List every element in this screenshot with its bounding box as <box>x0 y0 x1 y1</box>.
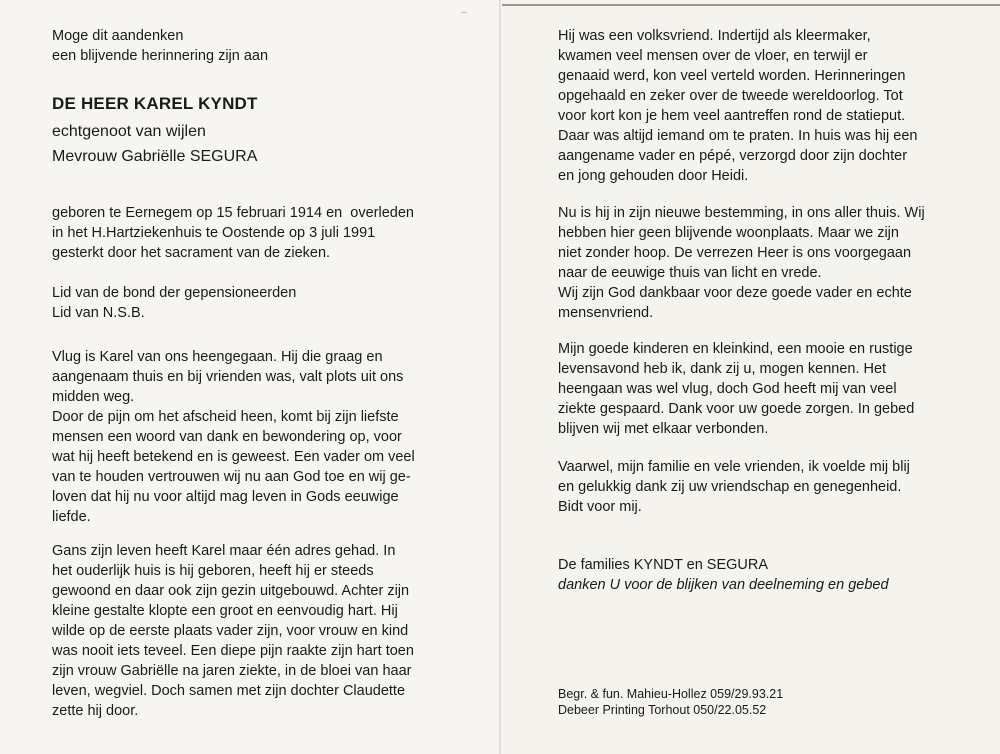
paragraph-line: en jong gehouden door Heidi. <box>558 168 749 184</box>
paragraph-line: aangenaam thuis en bij vrienden was, valt plots uit ons <box>52 369 404 385</box>
deceased-name: DE HEER KAREL KYNDT <box>52 94 258 113</box>
paragraph-line: en gelukkig dank zij uw vriendschap en genegenheid. <box>558 479 902 495</box>
birth-line: geboren te Eernegem op 15 februari 1914 en overleden <box>52 205 414 221</box>
card-fold <box>499 0 501 754</box>
paragraph-line: loven dat hij nu voor altijd mag leven in Gods eeuwige <box>52 489 399 505</box>
paragraph-line: ziekte gespaard. Dank voor uw goede zorgen. In gebed <box>558 401 915 417</box>
membership-line: Lid van N.S.B. <box>52 305 145 321</box>
paragraph-line: kwamen veel mensen over de vloer, en terwijl er <box>558 48 868 64</box>
birth-line: gesterkt door het sacrament van de zieken. <box>52 245 331 261</box>
paragraph-line: Gans zijn leven heeft Karel maar één adres gehad. In <box>52 543 396 559</box>
membership-line: Lid van de bond der gepensioneerden <box>52 285 297 301</box>
paragraph-line: mensen een woord van dank en bewondering op, voor <box>52 429 402 445</box>
paragraph-line: Nu is hij in zijn nieuwe bestemming, in ons aller thuis. Wij <box>558 205 925 221</box>
paragraph-line: levensavond heb ik, dank zij u, mogen kennen. Het <box>558 361 887 377</box>
paragraph-line: liefde. <box>52 509 91 525</box>
paragraph-line: leven, wegviel. Doch samen met zijn dochter Claudette <box>52 683 406 699</box>
paragraph-line: Vlug is Karel van ons heengegaan. Hij die graag en <box>52 349 383 365</box>
paragraph-line: was nooit iets teveel. Een diepe pijn raakte zijn hart toen <box>52 643 414 659</box>
paragraph-line: Vaarwel, mijn familie en vele vrienden, ik voelde mij blij <box>558 459 910 475</box>
paragraph-line: Mijn goede kinderen en kleinkind, een mooie en rustige <box>558 341 913 357</box>
paragraph-line: zijn vrouw Gabriëlle na jaren ziekte, in de bloei van haar <box>52 663 412 679</box>
intro-line: een blijvende herinnering zijn aan <box>52 48 269 64</box>
paragraph-line: naar de eeuwige thuis van licht en vrede. <box>558 265 822 281</box>
paragraph-line: blijven wij met elkaar verbonden. <box>558 421 769 437</box>
paragraph-line: Wij zijn God dankbaar voor deze goede vader en echte <box>558 285 912 301</box>
top-rule <box>502 4 1000 6</box>
paragraph-line: kleine gestalte klopte een groot en eenvoudig hart. Hij <box>52 603 398 619</box>
paragraph-line: hebben hier geen blijvende woonplaats. Maar we zijn <box>558 225 899 241</box>
credit-line: Begr. & fun. Mahieu-Hollez 059/29.93.21 <box>558 687 784 701</box>
paragraph-line: niet zonder hoop. De verrezen Heer is ons voorgegaan <box>558 245 912 261</box>
paragraph-line: heengaan was wel vlug, doch God heeft mij van veel <box>558 381 897 397</box>
paragraph-line: voor kort kon je hem veel aantreffen rond de statieput. <box>558 108 906 124</box>
paragraph-line: aangename vader en pépé, verzorgd door zijn dochter <box>558 148 908 164</box>
families-line: De families KYNDT en SEGURA <box>558 557 769 573</box>
paragraph-line: Daar was altijd iemand om te praten. In huis was hij een <box>558 128 918 144</box>
paragraph-line: opgehaald en zeker over de tweede wereldoorlog. Tot <box>558 88 903 104</box>
paragraph-line: Door de pijn om het afscheid heen, komt bij zijn liefste <box>52 409 399 425</box>
spouse-line: echtgenoot van wijlen <box>52 123 206 140</box>
paragraph-line: Bidt voor mij. <box>558 499 642 515</box>
paragraph-line: genaaid werd, kon veel verteld worden. Herinneringen <box>558 68 906 84</box>
paragraph-line: wat hij heeft betekend en is geweest. Een vader om veel <box>52 449 415 465</box>
credit-line: Debeer Printing Torhout 050/22.05.52 <box>558 703 767 717</box>
intro-line: Moge dit aandenken <box>52 28 184 44</box>
paragraph-line: mensenvriend. <box>558 305 654 321</box>
birth-line: in het H.Hartziekenhuis te Oostende op 3 juli 1991 <box>52 225 376 241</box>
paragraph-line: gewoond en daar ook zijn gezin uitgebouwd. Achter zijn <box>52 583 410 599</box>
paragraph-line: Hij was een volksvriend. Indertijd als kleermaker, <box>558 28 871 44</box>
paragraph-line: wilde op de eerste plaats vader zijn, voor vrouw en kind <box>52 623 409 639</box>
spouse-line: Mevrouw Gabriëlle SEGURA <box>52 148 258 165</box>
paragraph-line: zette hij door. <box>52 703 139 719</box>
paragraph-line: van te houden vertrouwen wij nu aan God toe en wij ge- <box>52 469 411 485</box>
paragraph-line: het ouderlijk huis is hij geboren, heeft hij er steeds <box>52 563 374 579</box>
paragraph-line: midden weg. <box>52 389 135 405</box>
print-mark <box>461 12 467 13</box>
thanks-line: danken U voor de blijken van deelneming en gebed <box>558 577 889 593</box>
